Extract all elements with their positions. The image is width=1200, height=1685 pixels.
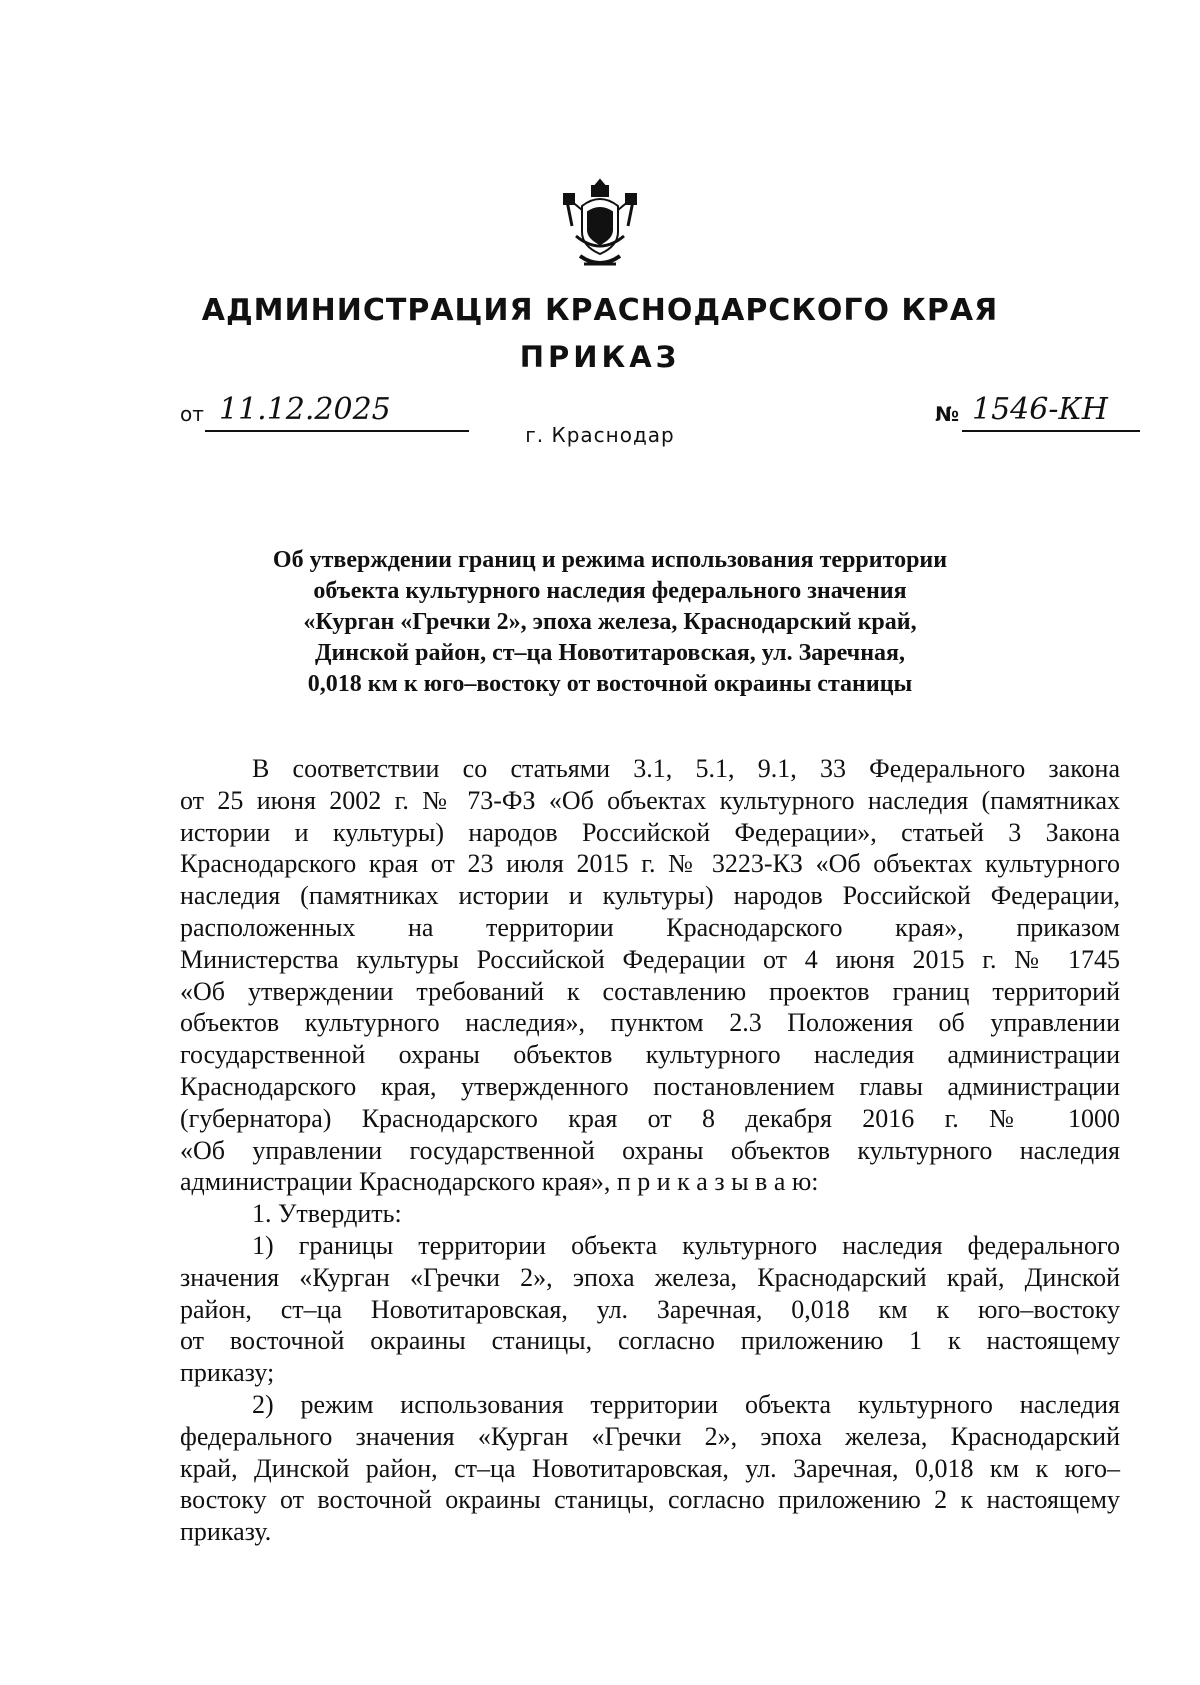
body-line: объектов культурного наследия», пунктом 2.3 Положения об управлении	[180, 1008, 1120, 1038]
body-line: «Об утверждении требований к составлению проектов границ территорий	[180, 976, 1120, 1006]
title-line: объекта культурного наследия федерального значения	[313, 578, 907, 604]
title-line: 0,018 км к юго–востоку от восточной окраины станицы	[307, 671, 913, 697]
coat-of-arms-emblem	[562, 176, 638, 274]
body-line: 1) границы территории объекта культурного наследия федерального	[252, 1230, 1120, 1260]
body-line: В соответствии со статьями 3.1, 5.1, 9.1, 33 Федерального закона	[252, 754, 1120, 783]
body-line: Краснодарского края, утвержденного постановлением главы администрации	[180, 1071, 1120, 1101]
number-label: №	[935, 402, 960, 426]
body-line: «Об управлении государственной охраны объектов культурного наследия	[180, 1135, 1120, 1165]
body-line: администрации Краснодарского края», п р и к а з ы в а ю:	[180, 1167, 819, 1197]
document-type: ПРИКАЗ	[519, 340, 681, 374]
body-line: от восточной окраины станицы, согласно приложению 1 к настоящему	[180, 1326, 1120, 1356]
document-title	[180, 545, 1040, 700]
body-line: (губернатора) Краснодарского края от 8 декабря 2016 г. № 1000	[180, 1103, 1120, 1133]
body-line: 2) режим использования территории объекта культурного наследия	[252, 1389, 1120, 1419]
body-line: значения «Курган «Гречки 2», эпоха железа, Краснодарский край, Динской	[180, 1262, 1120, 1292]
body-line: 1. Утвердить:	[252, 1199, 402, 1229]
body-line: востоку от восточной окраины станицы, согласно приложению 2 к настоящему	[180, 1485, 1120, 1515]
body-line: Министерства культуры Российской Федерации от 4 июня 2015 г. № 1745	[180, 944, 1120, 974]
date-value: 11.12.2025	[205, 392, 469, 432]
body-line: истории и культуры) народов Российской Федерации», статьей 3 Закона	[180, 817, 1120, 847]
title-line: Об утверждении границ и режима использования территории	[272, 547, 948, 573]
body-line: приказу;	[180, 1358, 275, 1388]
body-line: наследия (памятниках истории и культуры) народов Российской Федерации,	[180, 881, 1120, 911]
document-body	[180, 753, 1120, 1548]
body-line: государственной охраны объектов культурного наследия администрации	[180, 1040, 1120, 1070]
date-label: от	[180, 402, 204, 426]
number-value: 1546-КН	[962, 392, 1140, 432]
body-line: от 25 июня 2002 г. № 73-ФЗ «Об объектах культурного наследия (памятниках	[180, 785, 1120, 815]
title-line: Динской район, ст–ца Новотитаровская, ул. Заречная,	[314, 640, 906, 666]
organization-name: АДМИНИСТРАЦИЯ КРАСНОДАРСКОГО КРАЯ	[201, 293, 999, 328]
body-line: Краснодарского края от 23 июля 2015 г. № 3223-КЗ «Об объектах культурного	[180, 849, 1120, 879]
body-line: расположенных на территории Краснодарского края», приказом	[180, 912, 1120, 942]
body-line: федерального значения «Курган «Гречки 2», эпоха железа, Краснодарский	[180, 1421, 1120, 1451]
body-line: район, ст–ца Новотитаровская, ул. Заречная, 0,018 км к юго–востоку	[180, 1294, 1120, 1324]
title-line: «Курган «Гречки 2», эпоха железа, Краснодарский край,	[303, 609, 917, 635]
body-line: край, Динской район, ст–ца Новотитаровская, ул. Заречная, 0,018 км к юго–	[180, 1453, 1120, 1483]
body-line: приказу.	[180, 1517, 272, 1547]
city-name: г. Краснодар	[525, 423, 675, 447]
